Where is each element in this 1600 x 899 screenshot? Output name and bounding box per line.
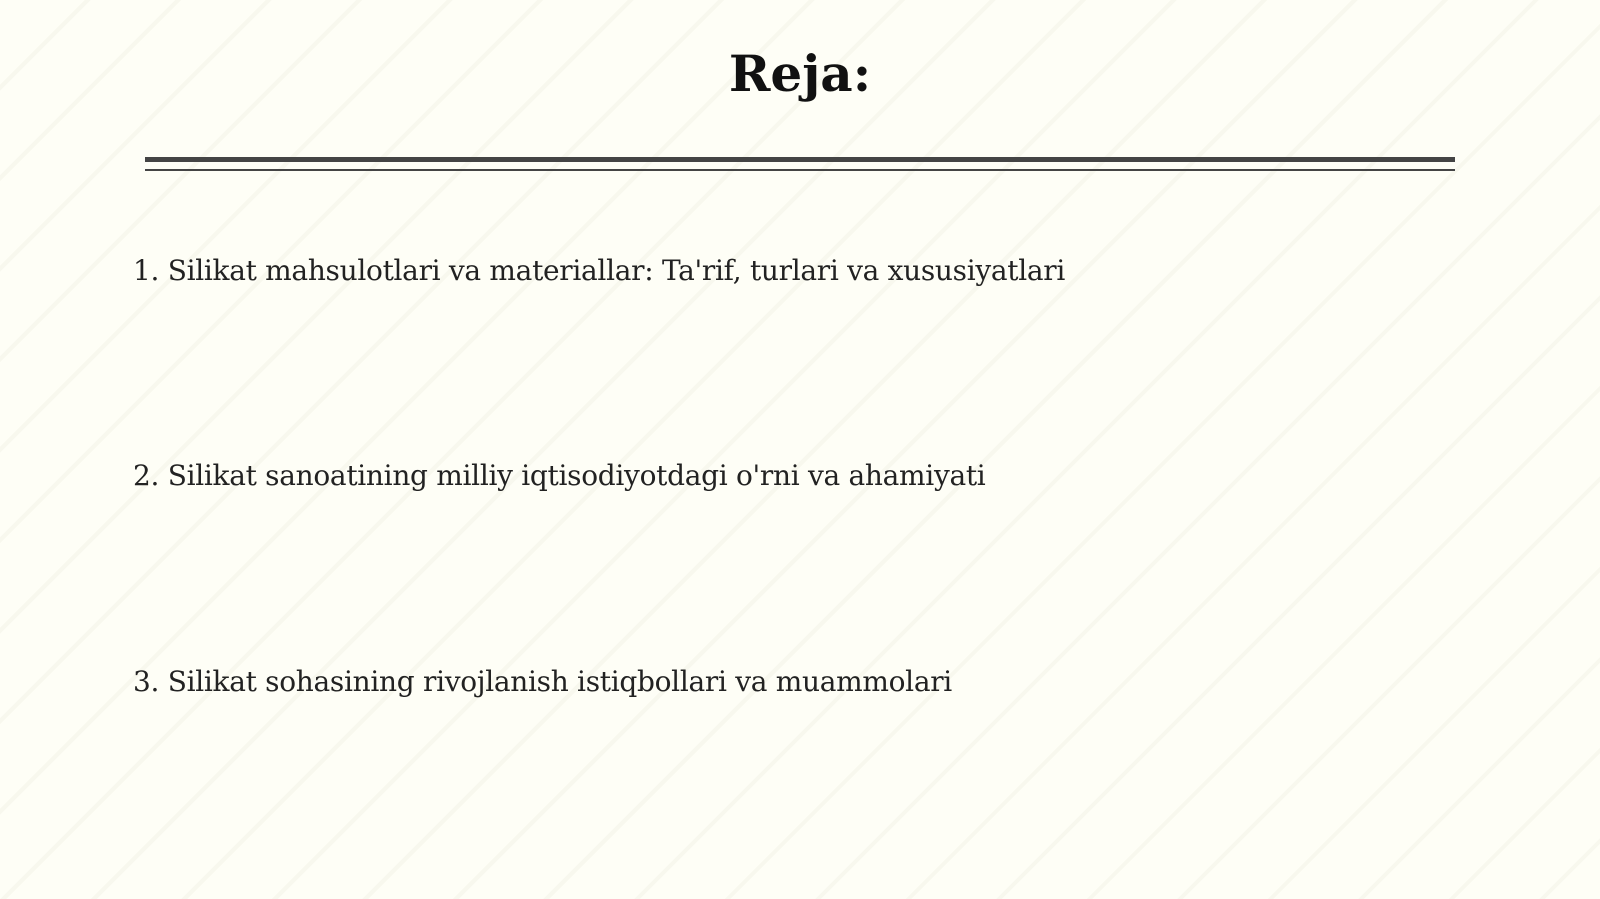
slide-title: Reja: xyxy=(728,44,872,103)
plan-item-1: 1. Silikat mahsulotlari va materiallar: Ta'rif, turlari va xususiyatlari xyxy=(133,254,1066,287)
plan-item-3: 3. Silikat sohasining rivojlanish istiqbollari va muammolari xyxy=(133,665,952,698)
title-divider-thin xyxy=(145,169,1455,171)
title-divider-thick xyxy=(145,157,1455,162)
plan-item-2: 2. Silikat sanoatining milliy iqtisodiyotdagi o'rni va ahamiyati xyxy=(133,459,986,492)
